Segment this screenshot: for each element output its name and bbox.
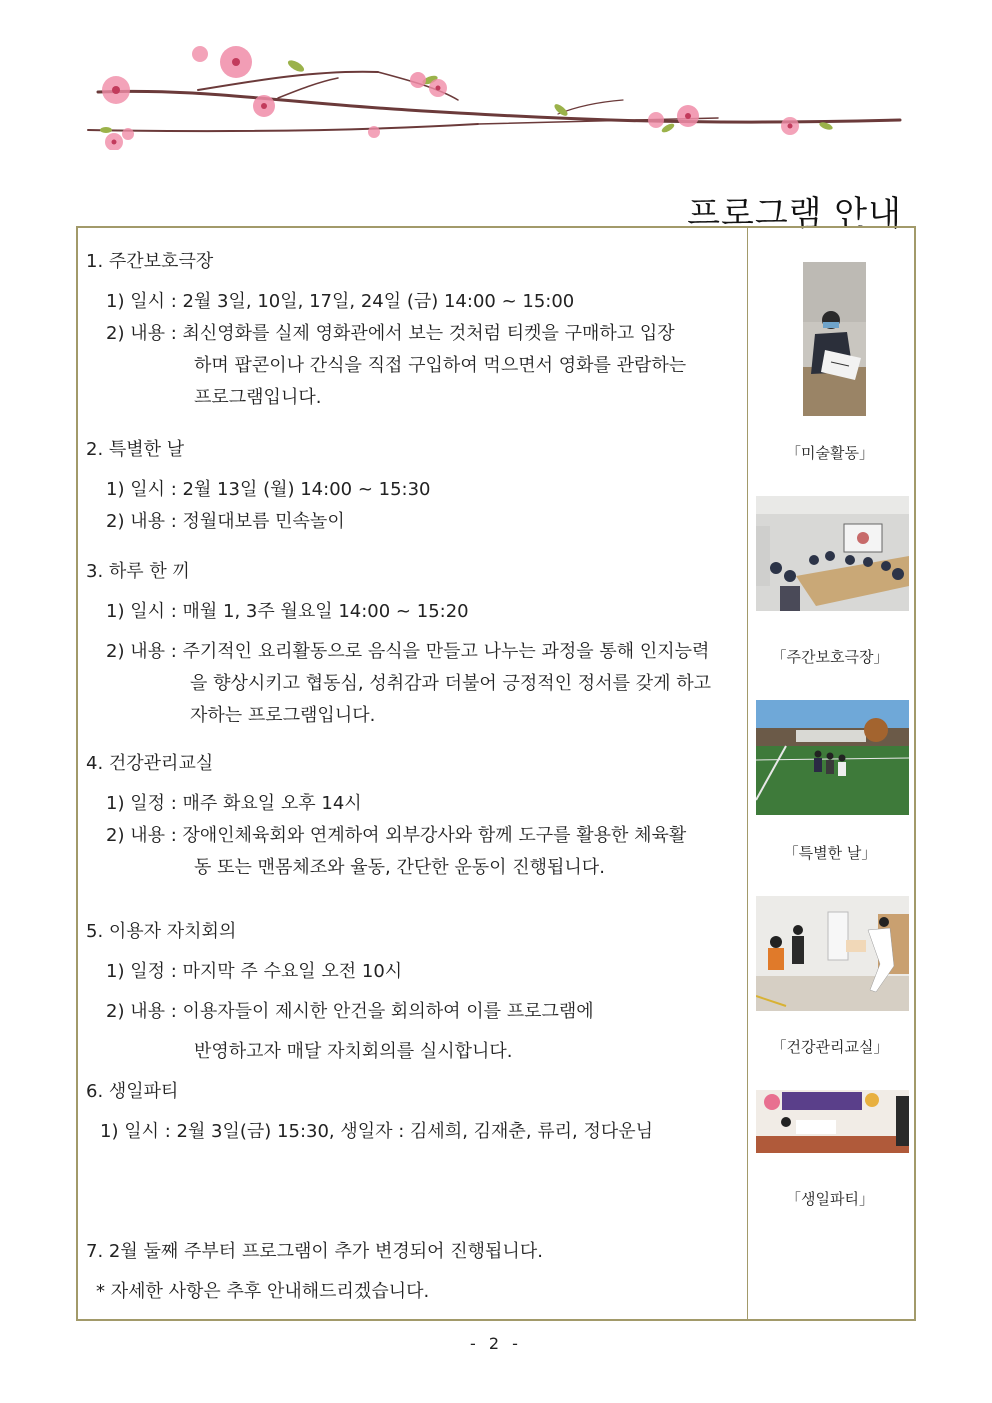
item-line — [106, 474, 431, 506]
item-continuation: 프로그램입니다. — [194, 387, 322, 408]
item-line — [106, 820, 686, 852]
item-line — [106, 996, 594, 1028]
photo-caption: 「특별한 날」 — [783, 844, 877, 862]
photo-caption: 「주간보호극장」 — [771, 648, 889, 666]
section-title: 6. 생일파티 — [86, 1081, 179, 1102]
photo-health-class — [756, 896, 909, 1011]
item-line — [106, 596, 469, 628]
item-label: 2) 내용 : — [106, 1001, 177, 1022]
item-continuation: 하며 팝콘이나 간식을 직접 구입하여 먹으면서 영화를 관람하는 — [194, 355, 687, 376]
item-label: 1) 일정 : — [106, 961, 177, 982]
section-title: 5. 이용자 자치회의 — [86, 921, 237, 942]
photo-caption: 「미술활동」 — [786, 444, 874, 462]
item-text: 2월 13일 (월) 14:00 ~ 15:30 — [182, 479, 431, 500]
item-label: 1) 일정 : — [106, 793, 177, 814]
photo-caption: 「생일파티」 — [786, 1190, 874, 1208]
item-text: 2월 3일(금) 15:30, 생일자 : 김세희, 김재춘, 류리, 정다운님 — [176, 1121, 654, 1142]
item-continuation: 자하는 프로그램입니다. — [190, 705, 376, 726]
item-label: 1) 일시 : — [100, 1121, 171, 1142]
item-label: 1) 일시 : — [106, 291, 177, 312]
item-text: 이용자들이 제시한 안건을 회의하여 이를 프로그램에 — [182, 1001, 594, 1022]
program-frame — [76, 226, 916, 1321]
page-number: - 2 - — [470, 1334, 522, 1353]
section-title: 7. 2월 둘째 주부터 프로그램이 추가 변경되어 진행됩니다. — [86, 1241, 543, 1262]
section-title: 4. 건강관리교실 — [86, 753, 214, 774]
photo-art-activity — [803, 262, 866, 416]
item-line — [106, 286, 574, 318]
item-label: 2) 내용 : — [106, 825, 177, 846]
section-title: 2. 특별한 날 — [86, 439, 185, 460]
item-text: 정월대보름 민속놀이 — [182, 511, 345, 532]
item-label: 1) 일시 : — [106, 479, 177, 500]
note-text: * 자세한 사항은 추후 안내해드리겠습니다. — [96, 1281, 430, 1302]
photo-birthday-party — [756, 1090, 909, 1153]
item-label: 1) 일시 : — [106, 601, 177, 622]
item-text: 마지막 주 수요일 오전 10시 — [182, 961, 403, 982]
item-text: 매월 1, 3주 월요일 14:00 ~ 15:20 — [182, 601, 469, 622]
item-continuation: 동 또는 맨몸체조와 율동, 간단한 운동이 진행됩니다. — [194, 857, 605, 878]
item-continuation: 을 향상시키고 협동심, 성취감과 더불어 긍정적인 정서를 갖게 하고 — [190, 673, 711, 694]
item-text: 2월 3일, 10일, 17일, 24일 (금) 14:00 ~ 15:00 — [182, 291, 575, 312]
item-line — [106, 788, 362, 820]
item-text: 주기적인 요리활동으로 음식을 만들고 나누는 과정을 통해 인지능력 — [182, 641, 710, 662]
section-title: 3. 하루 한 끼 — [86, 561, 190, 582]
item-label: 2) 내용 : — [106, 511, 177, 532]
page-title: 프로그램 안내 — [687, 194, 902, 234]
item-line — [106, 956, 402, 988]
photo-caption: 「건강관리교실」 — [771, 1038, 889, 1056]
item-label: 2) 내용 : — [106, 323, 177, 344]
item-continuation: 반영하고자 매달 자치회의를 실시합니다. — [194, 1041, 513, 1062]
cherry-blossom-decoration — [78, 40, 908, 150]
photo-special-day — [756, 700, 909, 815]
section-title: 1. 주간보호극장 — [86, 251, 214, 272]
item-line — [106, 636, 709, 668]
item-label: 2) 내용 : — [106, 641, 177, 662]
item-line — [106, 506, 345, 538]
column-divider — [747, 228, 748, 1319]
item-line — [100, 1116, 653, 1148]
photo-theater — [756, 496, 909, 611]
item-text: 장애인체육회와 연계하여 외부강사와 함께 도구를 활용한 체육활 — [182, 825, 687, 846]
item-text: 최신영화를 실제 영화관에서 보는 것처럼 티켓을 구매하고 입장 — [182, 323, 675, 344]
item-line — [106, 318, 675, 350]
item-text: 매주 화요일 오후 14시 — [182, 793, 362, 814]
